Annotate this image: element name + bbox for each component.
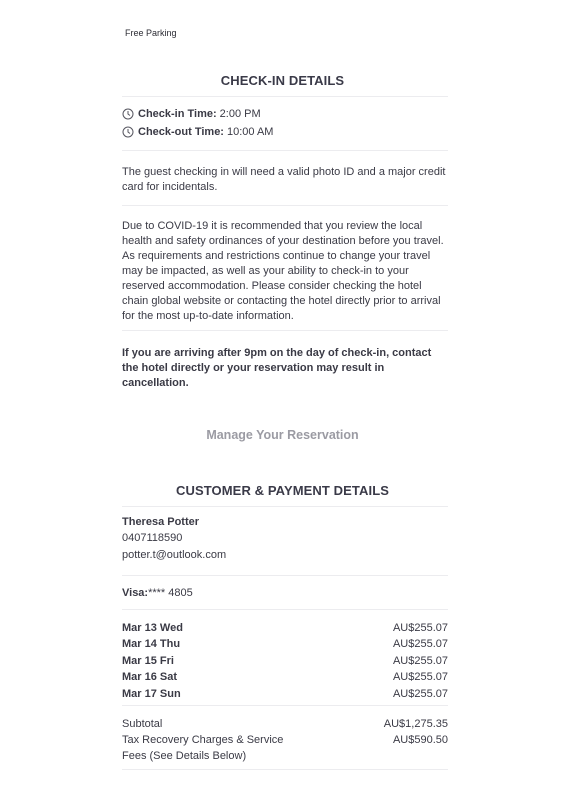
card-number: **** 4805 bbox=[148, 587, 193, 599]
rate-amount: AU$255.07 bbox=[392, 654, 448, 667]
checkout-time-row bbox=[122, 126, 273, 138]
checkin-time-row bbox=[122, 108, 261, 120]
late-arrival-note: If you are arriving after 9pm on the day of check-in, contact the hotel directly or your reservation may result in cancellation. bbox=[122, 347, 432, 389]
subtotal-label: Subtotal bbox=[122, 718, 163, 730]
tax-label: Tax Recovery Charges & Service Fees (See Details Below) bbox=[122, 734, 284, 762]
subtotal-value: AU$1,275.35 bbox=[383, 718, 448, 730]
divider bbox=[122, 205, 448, 206]
payment-card bbox=[122, 587, 193, 599]
checkin-time-label: Check-in Time: bbox=[138, 108, 217, 120]
divider bbox=[122, 96, 448, 97]
rate-amount: AU$255.07 bbox=[392, 638, 448, 651]
divider bbox=[122, 705, 448, 706]
checkin-section-title: CHECK-IN DETAILS bbox=[220, 73, 345, 88]
checkout-time-label: Check-out Time: bbox=[138, 126, 224, 138]
rate-row bbox=[122, 669, 448, 685]
card-type-label: Visa: bbox=[122, 587, 149, 599]
customer-phone: 0407118590 bbox=[122, 532, 183, 544]
rate-date: Mar 13 Wed bbox=[122, 622, 183, 634]
manage-reservation-link[interactable]: Manage Your Reservation bbox=[206, 428, 359, 442]
tax-row bbox=[122, 732, 448, 764]
rate-date: Mar 15 Fri bbox=[122, 654, 174, 667]
totals-block bbox=[122, 716, 448, 764]
rate-row bbox=[122, 686, 448, 702]
checkout-time-value: 10:00 AM bbox=[226, 126, 274, 138]
clock-icon bbox=[122, 126, 134, 138]
divider bbox=[122, 506, 448, 507]
id-requirement-note: The guest checking in will need a valid photo ID and a major credit card for incidentals. bbox=[122, 166, 446, 193]
rate-date: Mar 17 Sun bbox=[122, 687, 181, 700]
customer-name: Theresa Potter bbox=[122, 516, 200, 528]
rate-date: Mar 16 Sat bbox=[122, 671, 178, 684]
rate-amount: AU$255.07 bbox=[392, 687, 448, 700]
rate-amount: AU$255.07 bbox=[392, 671, 448, 684]
rate-row bbox=[122, 636, 448, 652]
clock-icon bbox=[122, 108, 134, 120]
divider bbox=[122, 150, 448, 151]
free-parking-text: Free Parking bbox=[125, 28, 177, 38]
divider bbox=[122, 769, 448, 770]
divider bbox=[122, 575, 448, 576]
divider bbox=[122, 609, 448, 610]
rate-row bbox=[122, 620, 448, 636]
nightly-rates-list bbox=[122, 620, 448, 702]
covid-note: Due to COVID-19 it is recommended that you review the local health and safety ordinances of your destination before you travel. As requirements and restrictions continue to change your travel may be impacted, as well as your ability to check-in to your reserved accommodation. Please consider checking the hotel chain global website or contacting the hotel directly prior to arrival for the most up-to-date information. bbox=[122, 220, 444, 322]
rate-amount: AU$255.07 bbox=[392, 622, 448, 634]
rate-date: Mar 14 Thu bbox=[122, 638, 181, 651]
rate-row bbox=[122, 653, 448, 669]
subtotal-row bbox=[122, 716, 448, 732]
divider bbox=[122, 330, 448, 331]
tax-value: AU$590.50 bbox=[392, 734, 448, 746]
customer-section-title: CUSTOMER & PAYMENT DETAILS bbox=[175, 483, 390, 498]
checkin-time-value: 2:00 PM bbox=[219, 108, 261, 120]
customer-email: potter.t@outlook.com bbox=[122, 549, 227, 561]
